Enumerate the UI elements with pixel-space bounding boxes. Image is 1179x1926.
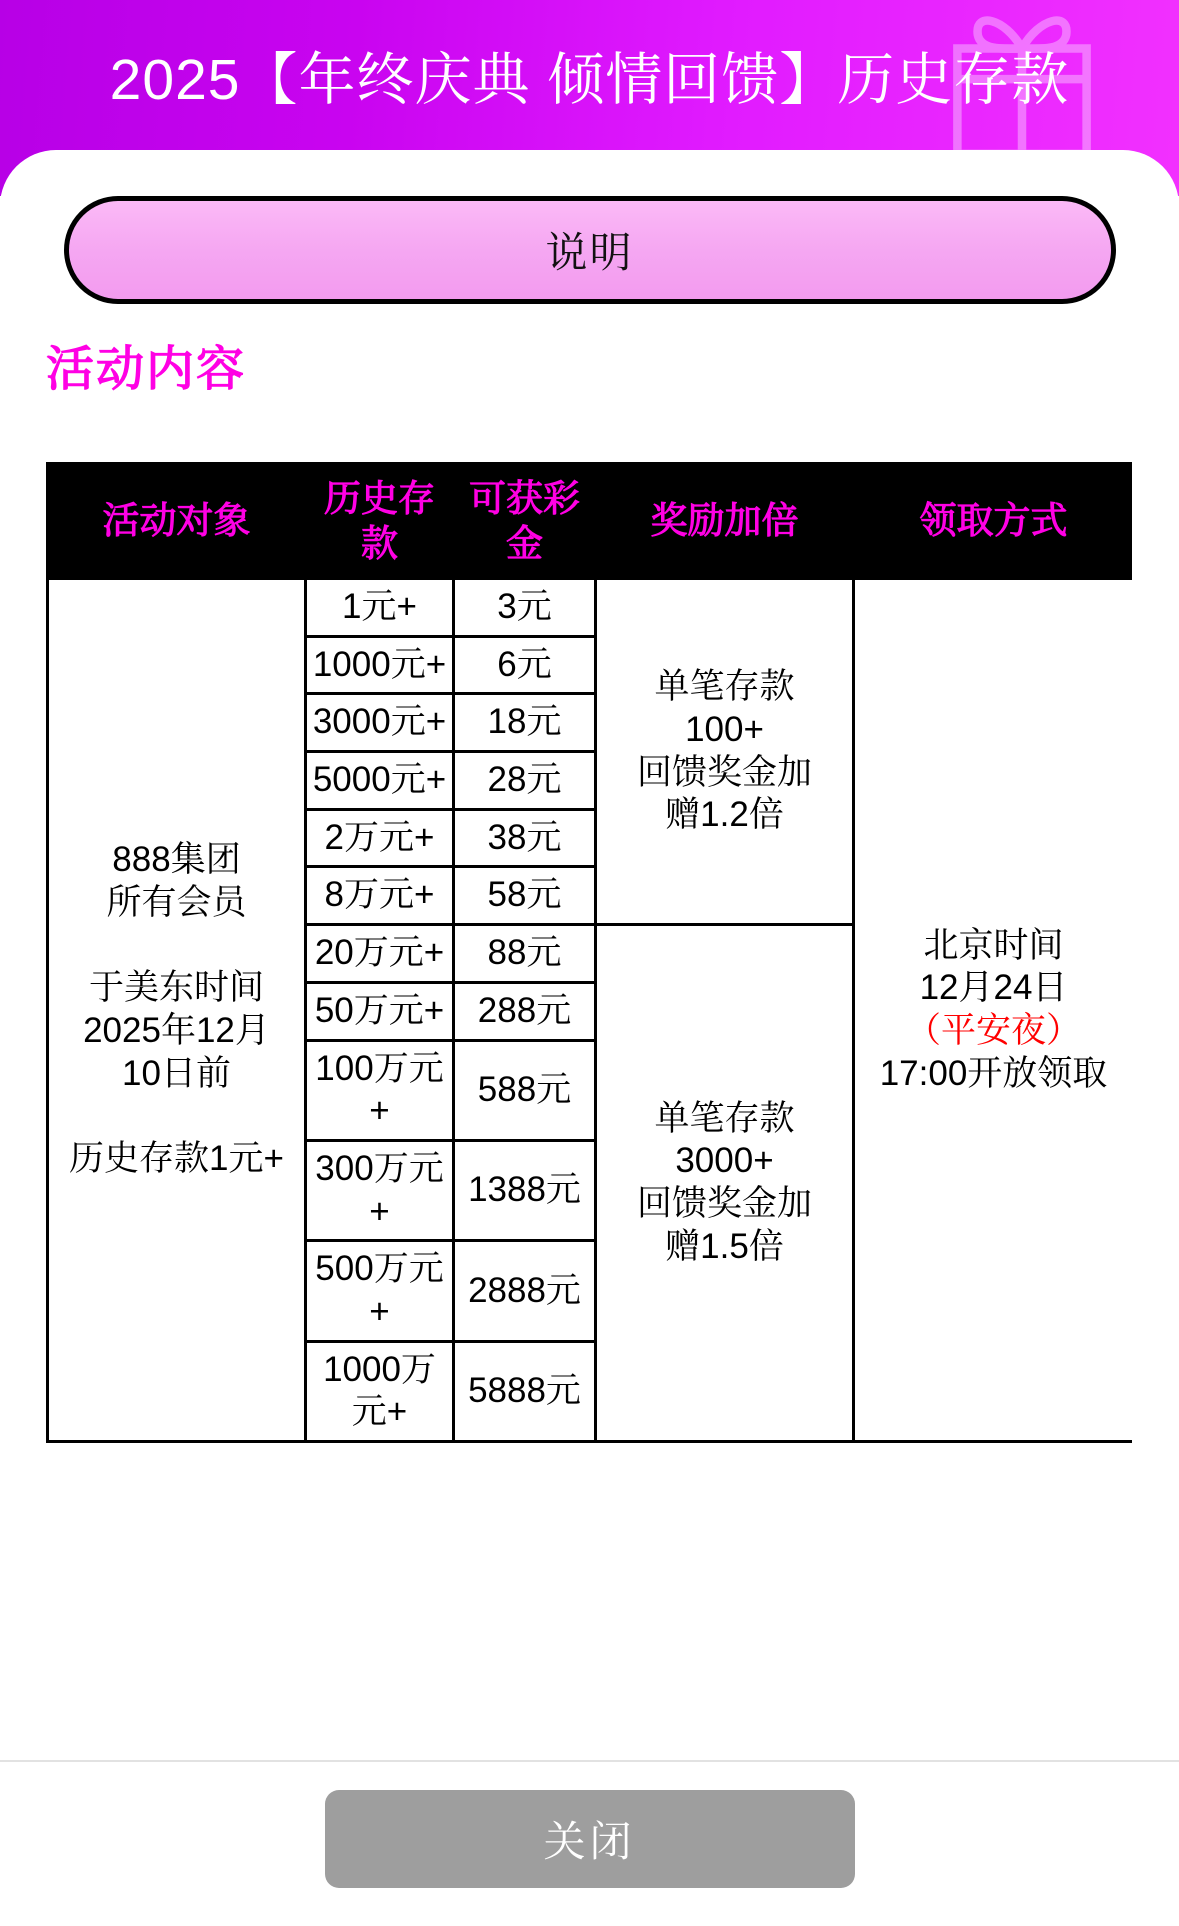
cell-deposit: 5000元+ xyxy=(306,752,454,810)
cell-bonus: 5888元 xyxy=(454,1341,596,1441)
instruction-button[interactable]: 说明 xyxy=(64,196,1116,304)
col-header-claim: 领取方式 xyxy=(854,464,1133,579)
cell-multiplier-bottom: 单笔存款 3000+ 回馈奖金加 赠1.5倍 xyxy=(596,925,854,1442)
col-header-object: 活动对象 xyxy=(48,464,306,579)
cell-activity-object: 888集团 所有会员 于美东时间 2025年12月 10日前 历史存款1元+ xyxy=(48,579,306,1442)
cell-bonus: 588元 xyxy=(454,1040,596,1140)
cell-deposit: 100万元+ xyxy=(306,1040,454,1140)
col-header-bonus: 可获彩金 xyxy=(454,464,596,579)
close-button[interactable]: 关闭 xyxy=(325,1790,855,1888)
cell-bonus: 3元 xyxy=(454,579,596,637)
cell-deposit: 500万元+ xyxy=(306,1241,454,1341)
scroll-fade xyxy=(46,1706,1132,1762)
section-title: 活动内容 xyxy=(46,343,247,396)
cell-deposit: 2万元+ xyxy=(306,809,454,867)
table-row xyxy=(48,579,1133,637)
cell-bonus: 1388元 xyxy=(454,1140,596,1240)
col-header-deposit: 历史存款 xyxy=(306,464,454,579)
cell-bonus: 18元 xyxy=(454,694,596,752)
instruction-button-wrap xyxy=(0,196,1179,304)
cell-bonus: 2888元 xyxy=(454,1241,596,1341)
popup-footer xyxy=(0,1760,1179,1926)
cell-deposit: 3000元+ xyxy=(306,694,454,752)
cell-bonus: 38元 xyxy=(454,809,596,867)
banner-title: 2025【年终庆典 倾情回馈】历史存款 xyxy=(109,48,1070,112)
col-header-multiplier: 奖励加倍 xyxy=(596,464,854,579)
activity-table-scroll[interactable] xyxy=(46,462,1132,1762)
cell-deposit: 300万元+ xyxy=(306,1140,454,1240)
cell-bonus: 288元 xyxy=(454,982,596,1040)
cell-bonus: 28元 xyxy=(454,752,596,810)
cell-deposit: 1000万元+ xyxy=(306,1341,454,1441)
cell-bonus: 58元 xyxy=(454,867,596,925)
cell-deposit: 20万元+ xyxy=(306,925,454,983)
cell-multiplier-top: 单笔存款 100+ 回馈奖金加 赠1.2倍 xyxy=(596,579,854,925)
activity-table xyxy=(46,462,1132,1443)
cell-claim-method: 北京时间 12月24日 （平安夜） 17:00开放领取 xyxy=(854,579,1133,1442)
cell-deposit: 1元+ xyxy=(306,579,454,637)
cell-deposit: 50万元+ xyxy=(306,982,454,1040)
cell-deposit: 1000元+ xyxy=(306,636,454,694)
cell-bonus: 88元 xyxy=(454,925,596,983)
table-header-row xyxy=(48,464,1133,579)
cell-bonus: 6元 xyxy=(454,636,596,694)
cell-deposit: 8万元+ xyxy=(306,867,454,925)
claim-highlight: （平安夜） xyxy=(905,1011,1081,1050)
activity-table-body xyxy=(48,579,1133,1442)
